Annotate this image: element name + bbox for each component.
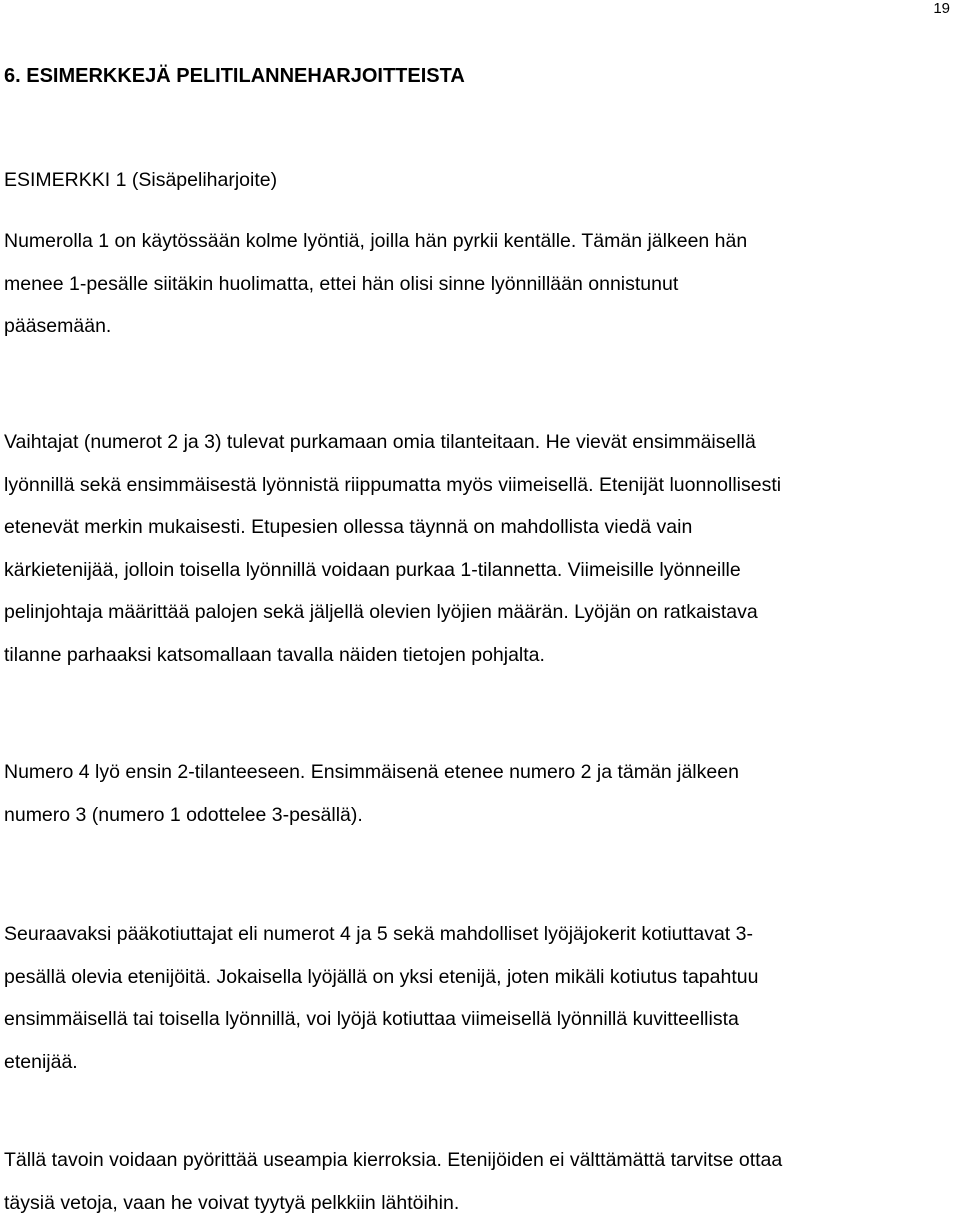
text-line: Numerolla 1 on käytössään kolme lyöntiä, joilla hän pyrkii kentälle. Tämän jälkeen hän [4, 220, 747, 263]
paragraph-5 [4, 1139, 782, 1224]
section-heading: 6. ESIMERKKEJÄ PELITILANNEHARJOITTEISTA [4, 62, 465, 90]
text-line: pesällä olevia etenijöitä. Jokaisella lyöjällä on yksi etenijä, joten mikäli kotiutus tapahtuu [4, 956, 758, 999]
page-number: 19 [933, 0, 950, 18]
text-line: lyönnillä sekä ensimmäisestä lyönnistä riippumatta myös viimeisellä. Etenijät luonnollisesti [4, 464, 781, 507]
text-line: ensimmäisellä tai toisella lyönnillä, voi lyöjä kotiuttaa viimeisellä lyönnillä kuvitteellista [4, 998, 758, 1041]
paragraph-3 [4, 751, 739, 836]
paragraph-4 [4, 913, 758, 1083]
paragraph-2 [4, 421, 781, 676]
text-line: pelinjohtaja määrittää palojen sekä jäljellä olevien lyöjien määrän. Lyöjän on ratkaistava [4, 591, 781, 634]
text-line: täysiä vetoja, vaan he voivat tyytyä pelkkiin lähtöihin. [4, 1182, 782, 1224]
text-line: etenijää. [4, 1041, 758, 1084]
text-line: numero 3 (numero 1 odottelee 3-pesällä). [4, 794, 739, 837]
text-line: etenevät merkin mukaisesti. Etupesien ollessa täynnä on mahdollista viedä vain [4, 506, 781, 549]
text-line: Tällä tavoin voidaan pyörittää useampia kierroksia. Etenijöiden ei välttämättä tarvitse ottaa [4, 1139, 782, 1182]
text-line: tilanne parhaaksi katsomallaan tavalla näiden tietojen pohjalta. [4, 634, 781, 677]
paragraph-1 [4, 220, 747, 348]
text-line: Vaihtajat (numerot 2 ja 3) tulevat purkamaan omia tilanteitaan. He vievät ensimmäisellä [4, 421, 781, 464]
example-heading: ESIMERKKI 1 (Sisäpeliharjoite) [4, 166, 277, 194]
text-line: Numero 4 lyö ensin 2-tilanteeseen. Ensimmäisenä etenee numero 2 ja tämän jälkeen [4, 751, 739, 794]
text-line: pääsemään. [4, 305, 747, 348]
text-line: Seuraavaksi pääkotiuttajat eli numerot 4 ja 5 sekä mahdolliset lyöjäjokerit kotiuttavat 3- [4, 913, 758, 956]
text-line: menee 1-pesälle siitäkin huolimatta, ettei hän olisi sinne lyönnillään onnistunut [4, 263, 747, 306]
text-line: kärkietenijää, jolloin toisella lyönnillä voidaan purkaa 1-tilannetta. Viimeisille lyönneille [4, 549, 781, 592]
